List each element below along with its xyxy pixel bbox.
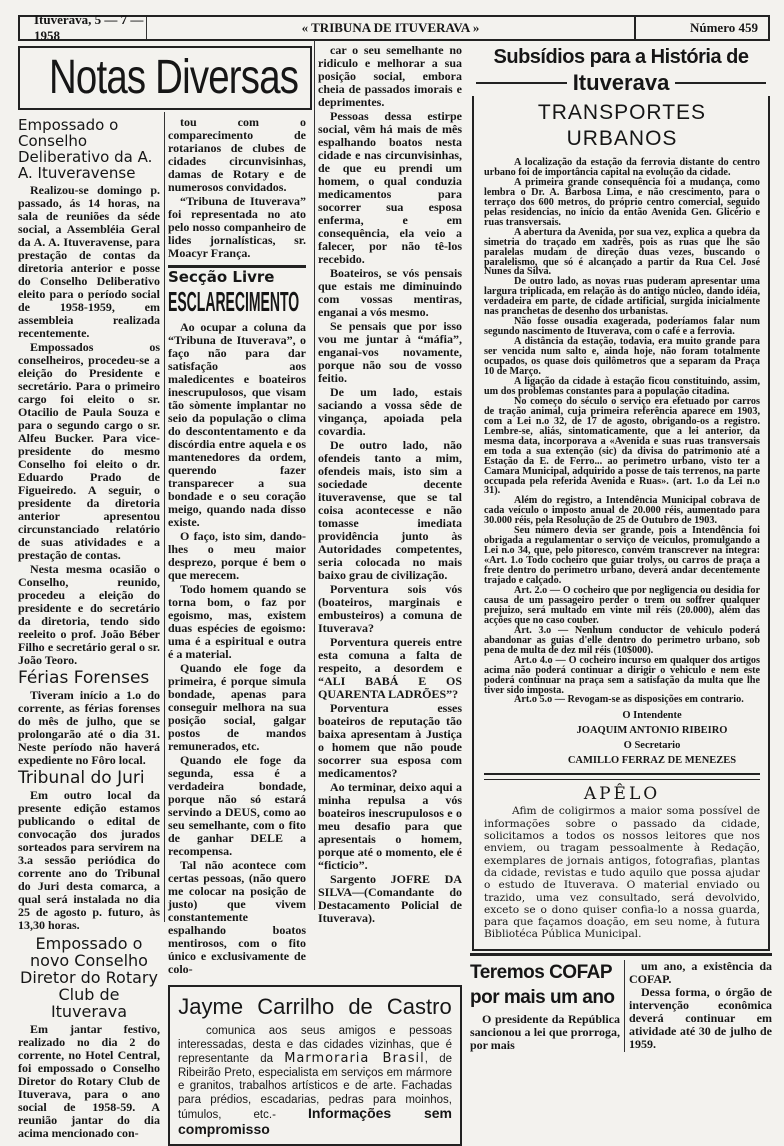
paragraph: Porventura sois vós (boateiros, marginais e embusteiros) a comuna de Ituverava? [318,582,462,635]
section-title: Notas Diversas [49,51,299,104]
column-divider [164,112,165,922]
article-body [484,158,760,705]
signatures [484,709,760,767]
ad-brand: Marmoraria Brasil [284,1051,425,1066]
signature-title: O Secretario [623,740,681,752]
cofap-column-2 [629,960,772,1052]
article-headline [168,286,306,318]
column-1 [18,114,160,1141]
paragraph: Porventura quereis entre esta comuna a falta de respeito, a desordem e “ALI BABÁ E OS QUARENTA LADRÕES”? [318,635,462,701]
ad-text: comunica aos seus amigos e pessoas interessadas, desta e das cidades vizinhas, que é representante da [178,1025,452,1065]
paragraph: Tiveram início a 1.o do corrente, as férias forenses do mês de julho, que se prolongarão até o dia 31. Neste período não haverá expediente no Fôro local. [18,688,160,767]
paragraph: Realizou-se domingo p. passado, ás 14 horas, na sala de reuniões da séde social, a Assembléia Geral da A. A. Ituveravense, para prestação de contas da diretoria anterior e posse do Conselho Deliberativo eleito para o período social de 1958-1959, em assembleia realizada recentemente. [18,183,160,340]
paragraph: tou com o comparecimento de rotarianos de clubes de cidades circunvisinhas, damas de Rotary e de numerosos convidados. [168,115,306,194]
paragraph: A primeira grande consequência foi a mudança, como lembra o Dr. A. Barbosa Lima, e não crescimento, para o terraço dos 600 metros, do próprio centro comercial, seguido pelas residencias, no início da então Avenida Gen. Glicério e ruas transversais. [484,176,760,228]
history-title [470,44,772,96]
signature-name: JOAQUIM ANTONIO RIBEIRO [576,725,728,737]
paragraph: “Tribuna de Ituverava” foi representada no ato pelo nosso companheiro de lides jornalísticas, sr. Moacyr França. [168,194,306,260]
paragraph: Porventura esses boateiros de reputação tão baixa apresentam à Justiça o homem que não poude socorrer sua esposa com medicamentos? [318,701,462,780]
paragraph: Se pensais que por isso vou me juntar à “máfia”, enganai-vos novamente, porque não sou de vosso feitio. [318,319,462,385]
paragraph: Todo homem quando se torna bom, o faz por egoismo, mas, existem duas espécies de egoismo: uma é a espiritual e outra é a material. [168,582,306,661]
paragraph: O faço, isto sim, dando-lhes o meu maior desprezo, porque é bem o que merecem. [168,529,306,582]
paragraph: Empossados os conselheiros, procedeu-se a eleição do Presidente e secretário. Para o primeiro cargo foi eleito o sr. Otacilio de Paula Souza e para o segundo cargo o sr. Alfeu Bucker. Para vice-presidente do mesmo Conselho foi eleito o dr. Eduardo Prado de Figueiredo. A seguir, o presidente da diretoria anterior apresentou circunstanciado relatório de suas atividades e a prestação de contas. [18,340,160,562]
paragraph: Art.o 4.o — O cocheiro incurso em qualquer dos artigos acima não poderá continuar a dirigir o vehiculo e nem este poderá continuar na praça sem a satisfação da multa que lhe tiver sido imposta. [484,654,760,696]
article-body [168,321,306,976]
advertisement [168,985,462,1146]
paragraph: De outro lado, as novas ruas puderam apresentar uma largura triplicada, em relação às do antigo núcleo, dando idéia, verdadeira em parte, de cidade artificial, surgida inicialmente nas pranchetas de desenho dos urbanistas. [484,276,760,318]
article-body [484,805,760,940]
paragraph: Nesta mesma ocasião o Conselho, reunido, procedeu a eleição do presidente e do secretário da diretoria, tendo sido reeleito o prof. João Béber Filho e secretário geral o sr. João Teoro. [18,562,160,667]
headline-line: por mais um ano [470,986,615,1008]
paragraph: De um lado, estais saciando a vossa sêde de vingança, apoiada pela covardia. [318,385,462,438]
appeal-body [484,805,760,940]
article-body [318,44,462,925]
rule [675,82,766,84]
headline-text: ESCLARECIMENTO [168,286,300,317]
masthead-date: Ituverava, 5 — 7 — 1958 [20,17,147,39]
column-2 [168,44,312,977]
column-divider [624,960,625,1052]
paragraph: Quando ele foge da segunda, essa é a verdadeira bondade, porque não só estará servindo a DEUS, como ao seu semelhante, com o fito de ganhar DELE a recompensa. [168,753,306,858]
paragraph: Tal não acontece com certas pessoas, (não quero me colocar na posição de justo) que vivem constantemente espalhando boatos mentirosos, com o fito único e exclusivamente de colo- [168,858,306,976]
paragraph: um ano, a existência da COFAP. [629,958,772,986]
section-label: Secção Livre [168,268,275,286]
ad-text: , de Ribeirão Preto, especialista em serviços em mármore e granitos, trabalhos artísticos e de arte. Fachadas para prédios, escadarias, pedras para moinhos, túmulos, etc.- [178,1053,452,1121]
paragraph: Dessa forma, o órgão de intervenção econômica deverá continuar em atividade até 30 de julho de 1959. [629,984,772,1051]
history-title-line2: Ituverava [572,70,670,95]
article-headline: Empossado o novo Conselho Diretor do Rotary Club de Ituverava [20,934,158,1021]
column-3 [312,44,462,977]
article-headline: Tribunal do Juri [18,768,145,788]
article-headline: Férias Forenses [18,668,150,688]
paragraph: Não fosse ousadia exagerada, poderíamos falar num segundo nascimento de Ituverava, com o café e a ferrovia. [484,316,760,338]
paragraph: O presidente da República sancionou a lei que prorroga, por mais [470,1011,620,1052]
cofap-article [470,960,772,1052]
article-body [18,789,160,932]
paragraph: Em jantar festivo, realizado no dia 2 do corrente, no Hotel Central, foi empossado o Conselho Diretor do Rotary Club de Ituverava, para o ano social de 1958-59. A reunião jantar do dia acima mencionado con- [18,1022,160,1140]
masthead-title: « TRIBUNA DE ITUVERAVA » [301,20,480,35]
paragraph: A abertura da Avenida, por sua vez, explica a quebra da simetria do traçado em xadrês, pois as ruas que lhe são paralelas mudam de direção duas vezes, buscando o paralelismo, que só é alcançado a partir da Rua Cel. José Nunes da Silva. [484,226,760,278]
paragraph: De outro lado, não ofendeis tanto a mim, ofendeis mais, isto sim a sociedade decente ituveravense, que se tal coisa acontecesse e não tomasse imediata providência junto às Autoridades competentes, seria colocada no mais baixo grau de civilização. [318,438,462,582]
article-body [629,960,772,1051]
paragraph: Art. 3.o — Nenhum conductor de vehiculo poderá abandonar as guias d'elle dentro do perimetro urbano, sob pena de multa de dez mil réis (10$000). [484,624,760,656]
paragraph: Art. 2.o — O cocheiro que por negligencia ou desidia for causa de um passageiro perder o trem ou soffrer qualquer prejuizo, será multado em vinte mil réis (20.000), além das acções que no caso couber. [484,584,760,626]
paragraph: Art.o 5.o — Revogam-se as disposições em contrario. [514,694,744,706]
paragraph: A distância da estação, todavia, era muito grande para ser vencida num salto e, ainda hoje, não foram totalmente ocupados, os quase dois quilômetros que a separam da Praça 10 de Março. [484,336,760,378]
signature-name: CAMILLO FERRAZ DE MENEZES [567,755,737,767]
masthead-issue: Número 459 [634,17,768,39]
paragraph: Além do registro, a Intendência Municipal cobrava de cada veículo o imposto anual de 20.000 réis, aumentado para 30.000 réis, pela Resolução de 25 de Outubro de 1903. [484,495,760,527]
ad-name: Jayme Carrilho de Castro [178,994,452,1019]
paragraph: Pessoas dessa estirpe social, vêm há mais de mês espalhando boatos nesta cidade e nas circunvisinhas, de que eu prendi um homem, o qual conduzia medicamentos para socorrer sua esposa enferma, e em consequência, ela veio a falecer, por não tê-los recebido. [318,109,462,266]
history-title-line1: Subsídios para a História de [493,46,749,68]
right-block [470,44,772,1052]
paragraph: Em outro local da presente edição estamos publicando o edital de convocação dos jurados sorteados para servirem na 3.a sessão periódica do corrente ano do Tribunal do Juri desta comarca, a qual será instalada no dia 25 de agosto p. futuro, às 13,30 horas. [18,788,160,932]
paragraph: Seu número devia ser grande, pois a Intendência foi obrigada a regulamentar o serviço de veículos, promulgando a Lei n.o 34, que, pelo pitoresco, convém transcrever na íntegra: «Art. 1.o Todo cocheiro que guiar trolys, ou carros de praça a frete dentro do perimetro urbano, deverá andar decentemente trajado e calçado. [484,525,760,587]
article-body [470,1013,620,1052]
paragraph: Sargento JOFRE DA SILVA—(Comandante do Destacamento Policial de Ituverava). [318,872,462,925]
history-box [472,96,770,951]
article-body [18,184,160,667]
paragraph: Boateiros, se vós pensais que estais me diminuindo com vossas mentiras, enganai a vós mesmo. [318,266,462,319]
signature-title: O Intendente [622,710,682,722]
ad-body [178,1025,452,1138]
masthead [18,12,770,43]
history-subtitle: TRANSPORTES URBANOS [537,101,707,150]
article-body [168,116,306,260]
paragraph: Ao terminar, deixo aqui a minha repulsa a vós boateiros inescrupulosos e o meu desafio para que apresentais o homem, porque até o momento, ele é “ficticio”. [318,780,462,872]
headline-line: Teremos COFAP [470,961,613,983]
rule [476,82,567,84]
history-body [484,158,760,767]
paragraph: Quando ele foge da primeira, é porque simula bondade, apenas para conseguir melhora na sua posição social, galgar postos de mandos remunerados, etc. [168,661,306,753]
paragraph: A localização da estação da ferrovia distante do centro urbano foi de importância capital na evolução da cidade. [484,157,760,178]
paragraph: Afim de coligirmos a maior soma possível de informações sobre o passado da cidade, solicitamos a todos os nossos leitores que nos enviem, ou tragam pessoalmente à Redação, exemplares de jornais antigos, fotografias, plantas da cidade, revistas e tudo aquilo que possa ajudar o estudo de Ituverava. O material enviado ou trazido, uma vez consultado, será devolvido, exceto se o dono quiser confia-lo a nossa guarda, para que façamos doação, em seu nome, à futura Bibliotéca Pública Municipal. [484,805,760,941]
article-headline [470,960,620,1010]
cofap-column-1 [470,960,620,1052]
divider [484,773,760,780]
article-headline: Empossado o Conselho Deliberativo da A. A. Ituveravense [18,116,153,182]
paragraph: A ligação da cidade à estação ficou constituindo, assim, um dos problemas constantes para a população citadina. [484,375,760,397]
paragraph: No começo do século o serviço era efetuado por carros de tração animal, cuja primeira referência aparece em 1903, com a Lei n.o 32, de 17 de agosto, obrigando-os a registro. Lembre-se, aliás, sintomaticamente, que a lei anterior, da mesma data, incorporava a «Avenida e suas ruas transversais em toda a sua extenção (sic) da divisa do patrimonio até a Estação da E. de Ferro... ao perimetro urbano, visto ter a Camara Municipal, adquirido a posse de tais terrenos, na parte occupada pela referida Avenida e Ruas». (art. 1.o da Lei n.o 31). [484,395,760,497]
appeal-title: APÊLO [583,784,661,805]
paragraph: car o seu semelhante no ridiculo e melhorar a sua posição social, embora cheia de passados imorais e deprimentes. [318,43,462,109]
article-body [18,689,160,767]
ad-tagline: Informações sem compromisso [178,1105,452,1137]
divider [470,953,772,956]
middle-block [168,44,462,1146]
article-body [18,1023,160,1140]
paragraph: Ao ocupar a coluna da “Tribuna de Ituverava”, o faço não para dar satisfação aos maledicentes e boateiros inescrupulosos, que visam tão sòmente implantar no seio da população o clima do descontentamento e da discórdia entre aquela e os mantenedores da ordem, querendo fazer transparecer a sua bondade e o seu coração meigo, quando nada disso existe. [168,320,306,529]
